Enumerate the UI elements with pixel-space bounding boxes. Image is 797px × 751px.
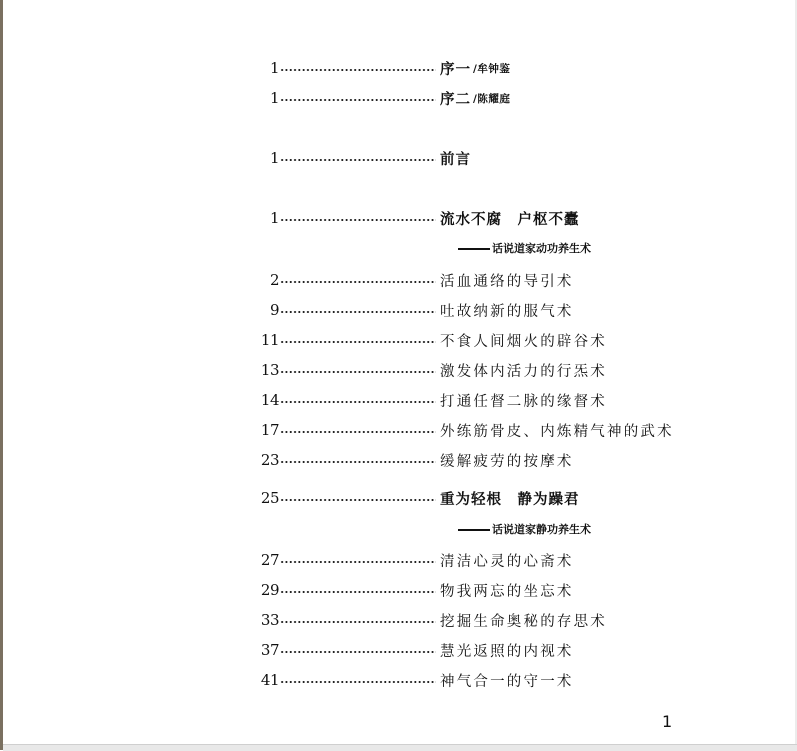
toc-page-number: 1 xyxy=(269,149,279,167)
toc-subtitle-text: 话说道家动功养生术 xyxy=(492,242,591,255)
toc-page-number: 9 xyxy=(269,301,279,319)
document-left-border xyxy=(0,0,3,750)
em-dash xyxy=(458,248,490,250)
dot-leader xyxy=(279,608,437,632)
toc-section-title: 流水不腐 户枢不蠹 xyxy=(440,211,580,228)
toc-page-number: 37 xyxy=(260,641,279,659)
toc-title: 外练筋骨皮、内炼精气神的武术 xyxy=(440,423,674,440)
toc-row-preface-1 xyxy=(255,56,715,80)
dot-leader xyxy=(279,418,437,442)
toc-row-part1-heading xyxy=(255,206,715,230)
toc-row xyxy=(255,388,715,412)
toc-title: 吐故纳新的服气术 xyxy=(440,303,574,320)
toc-row xyxy=(255,668,715,692)
dot-leader xyxy=(279,298,437,322)
page-number: 1 xyxy=(662,712,673,731)
toc-title: 物我两忘的坐忘术 xyxy=(440,583,574,600)
dot-leader xyxy=(279,328,437,352)
dot-leader xyxy=(279,146,437,170)
toc-title: 前言 xyxy=(440,151,471,168)
toc-page-number: 2 xyxy=(269,271,279,289)
toc-row xyxy=(255,638,715,662)
toc-row-intro xyxy=(255,146,715,170)
toc-page-number: 11 xyxy=(260,331,279,349)
toc-title: 慧光返照的内视术 xyxy=(440,643,574,660)
toc-page-number: 41 xyxy=(260,671,279,689)
dot-leader xyxy=(279,668,437,692)
toc-title: 序二 xyxy=(440,91,471,108)
toc-section-subtitle xyxy=(458,240,591,256)
toc-row-part2-heading xyxy=(255,486,715,510)
toc-page-number: 25 xyxy=(260,489,279,507)
toc-page-number: 17 xyxy=(260,421,279,439)
toc-title: 神气合一的守一术 xyxy=(440,673,574,690)
toc-row xyxy=(255,578,715,602)
toc-row xyxy=(255,548,715,572)
toc-title: 活血通络的导引术 xyxy=(440,273,574,290)
toc-row xyxy=(255,268,715,292)
toc-row xyxy=(255,608,715,632)
toc-page-number: 1 xyxy=(269,89,279,107)
toc-section-title: 重为轻根 静为躁君 xyxy=(440,491,580,508)
dot-leader xyxy=(279,206,437,230)
toc-row xyxy=(255,358,715,382)
toc-row-preface-2 xyxy=(255,86,715,110)
dot-leader xyxy=(279,358,437,382)
toc-title: 不食人间烟火的辟谷术 xyxy=(440,333,607,350)
toc-title: 序一 xyxy=(440,61,471,78)
toc-title: 清洁心灵的心斋术 xyxy=(440,553,574,570)
toc-row xyxy=(255,298,715,322)
dot-leader xyxy=(279,638,437,662)
toc-row xyxy=(255,418,715,442)
toc-page-number: 33 xyxy=(260,611,279,629)
dot-leader xyxy=(279,388,437,412)
toc-page-number: 1 xyxy=(269,209,279,227)
toc-subtitle-text: 话说道家静功养生术 xyxy=(492,523,591,536)
em-dash xyxy=(458,529,490,531)
toc-title: 缓解疲劳的按摩术 xyxy=(440,453,574,470)
toc-title: 挖掘生命奥秘的存思术 xyxy=(440,613,607,630)
toc-author: /陈耀庭 xyxy=(473,92,511,105)
toc-page-number: 14 xyxy=(260,391,279,409)
dot-leader xyxy=(279,268,437,292)
toc-row xyxy=(255,448,715,472)
toc-page-number: 27 xyxy=(260,551,279,569)
dot-leader xyxy=(279,56,437,80)
toc-author: /牟钟鉴 xyxy=(473,62,511,75)
toc-page-number: 23 xyxy=(260,451,279,469)
dot-leader xyxy=(279,86,437,110)
toc-title: 激发体内活力的行炁术 xyxy=(440,363,607,380)
toc-row xyxy=(255,328,715,352)
dot-leader xyxy=(279,448,437,472)
dot-leader xyxy=(279,486,437,510)
toc-section-subtitle xyxy=(458,521,591,537)
toc-page-number: 29 xyxy=(260,581,279,599)
toc-page-number: 13 xyxy=(260,361,279,379)
dot-leader xyxy=(279,548,437,572)
toc-title: 打通任督二脉的缘督术 xyxy=(440,393,607,410)
toc-page-number: 1 xyxy=(269,59,279,77)
dot-leader xyxy=(279,578,437,602)
